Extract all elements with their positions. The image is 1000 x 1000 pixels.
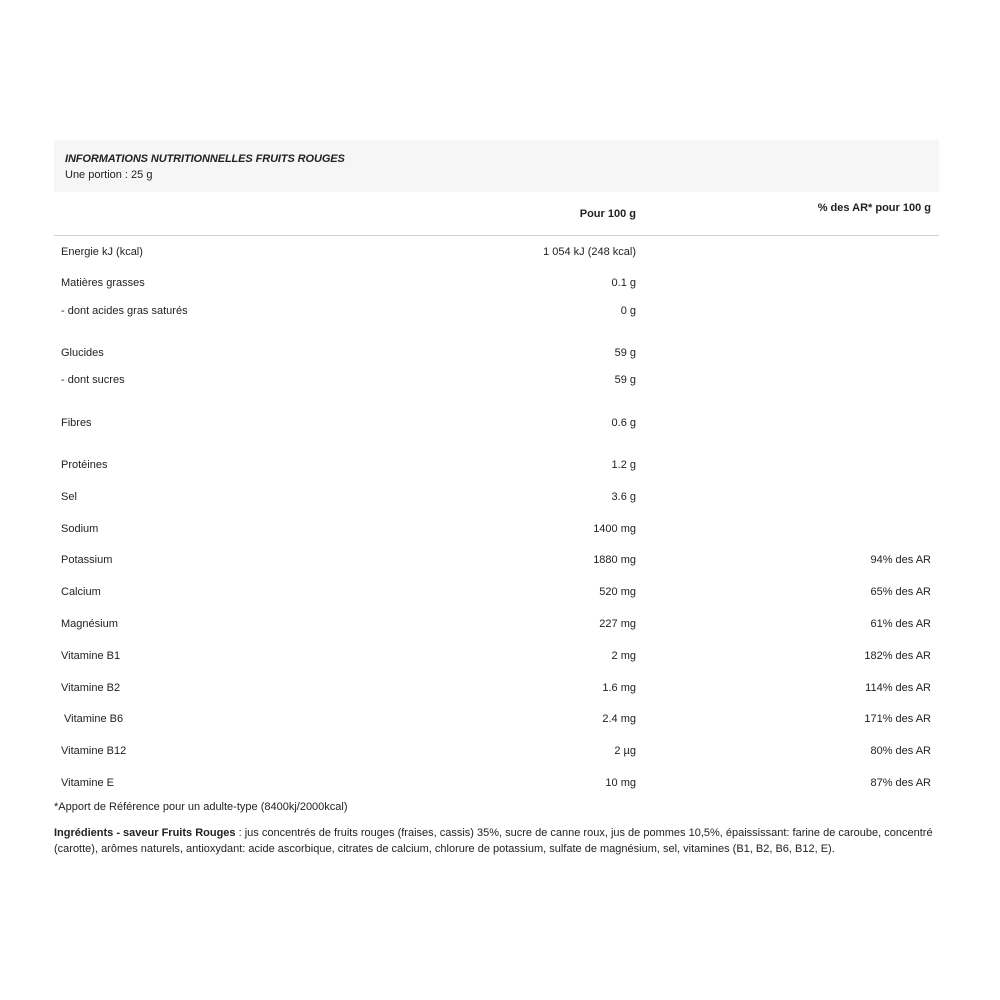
nutrient-value-per-100g: 1 054 kJ (248 kcal) [543, 246, 636, 258]
ingredients-text [54, 825, 944, 857]
nutrient-label: Vitamine B6 [64, 713, 124, 725]
nutrient-label: Sel [61, 491, 77, 503]
nutrient-value-per-100g: 0.6 g [611, 417, 636, 429]
nutrient-label: Glucides [61, 347, 104, 359]
nutrient-value-per-100g: 3.6 g [611, 491, 636, 503]
nutrient-ar-percent: 61% des AR [870, 618, 931, 630]
nutrient-value-per-100g: 10 mg [605, 777, 636, 789]
table-row [54, 244, 939, 260]
nutrition-header [54, 140, 939, 192]
nutrient-label: Matières grasses [61, 277, 145, 289]
nutrient-ar-percent: 80% des AR [870, 745, 931, 757]
nutrient-label: Vitamine E [61, 777, 114, 789]
table-row [54, 372, 939, 388]
table-row [54, 680, 939, 696]
table-row [54, 616, 939, 632]
table-row [54, 521, 939, 537]
nutrient-label: Fibres [61, 417, 92, 429]
nutrient-value-per-100g: 520 mg [599, 586, 636, 598]
nutrition-panel [54, 140, 939, 236]
nutrient-value-per-100g: 1880 mg [593, 554, 636, 566]
nutrient-value-per-100g: 2 mg [611, 650, 636, 662]
ingredients-list: : jus concentrés de fruits rouges (fraises, cassis) 35%, sucre de canne roux, jus de pommes 10,5%, épaississant: farine de caroube, concentré (carotte), arômes naturels, antioxydant: acide ascorbique, citrates de calcium, chlorure de potassium, sulfate de magnésium, sel, vitamines (B1, B2, B6, B12, E). [54, 827, 933, 855]
table-row [54, 275, 939, 291]
table-row [54, 345, 939, 361]
nutrient-value-per-100g: 0 g [620, 305, 636, 317]
nutrient-value-per-100g: 1.6 mg [602, 682, 636, 694]
nutrient-label: Protéines [61, 459, 108, 471]
column-headers [54, 192, 939, 236]
nutrient-value-per-100g: 227 mg [599, 618, 636, 630]
table-row [54, 711, 939, 727]
table-row [54, 489, 939, 505]
nutrient-value-per-100g: 59 g [614, 374, 636, 386]
nutrient-label: Energie kJ (kcal) [61, 246, 143, 258]
nutrient-label: - dont acides gras saturés [61, 305, 188, 317]
table-row [54, 415, 939, 431]
nutrient-label: Sodium [61, 523, 99, 535]
nutrient-label: Potassium [61, 554, 113, 566]
nutrient-label: Vitamine B1 [61, 650, 121, 662]
nutrient-label: - dont sucres [61, 374, 125, 386]
column-header-per-100g: Pour 100 g [579, 208, 636, 220]
table-row [54, 457, 939, 473]
ingredients-label: Ingrédients - saveur Fruits Rouges [54, 827, 236, 839]
nutrient-value-per-100g: 1400 mg [593, 523, 636, 535]
table-row [54, 584, 939, 600]
nutrition-title: INFORMATIONS NUTRITIONNELLES FRUITS ROUGES [65, 153, 345, 165]
column-header-ar: % des AR* pour 100 g [817, 202, 931, 214]
table-row [54, 775, 939, 791]
nutrient-label: Magnésium [61, 618, 118, 630]
nutrient-ar-percent: 65% des AR [870, 586, 931, 598]
nutrient-value-per-100g: 2 µg [614, 745, 636, 757]
nutrient-label: Calcium [61, 586, 101, 598]
nutrient-value-per-100g: 1.2 g [611, 459, 636, 471]
table-row [54, 743, 939, 759]
nutrient-ar-percent: 171% des AR [864, 713, 931, 725]
nutrient-value-per-100g: 59 g [614, 347, 636, 359]
table-row [54, 303, 939, 319]
nutrient-ar-percent: 94% des AR [870, 554, 931, 566]
nutrient-label: Vitamine B2 [61, 682, 121, 694]
nutrient-ar-percent: 182% des AR [864, 650, 931, 662]
nutrient-ar-percent: 87% des AR [870, 777, 931, 789]
table-row [54, 552, 939, 568]
nutrient-value-per-100g: 2.4 mg [602, 713, 636, 725]
nutrient-value-per-100g: 0.1 g [611, 277, 636, 289]
table-row [54, 648, 939, 664]
footnote: *Apport de Référence pour un adulte-type (8400kj/2000kcal) [54, 801, 348, 813]
nutrient-ar-percent: 114% des AR [865, 682, 931, 694]
portion-size: Une portion : 25 g [65, 169, 153, 181]
nutrient-label: Vitamine B12 [61, 745, 127, 757]
